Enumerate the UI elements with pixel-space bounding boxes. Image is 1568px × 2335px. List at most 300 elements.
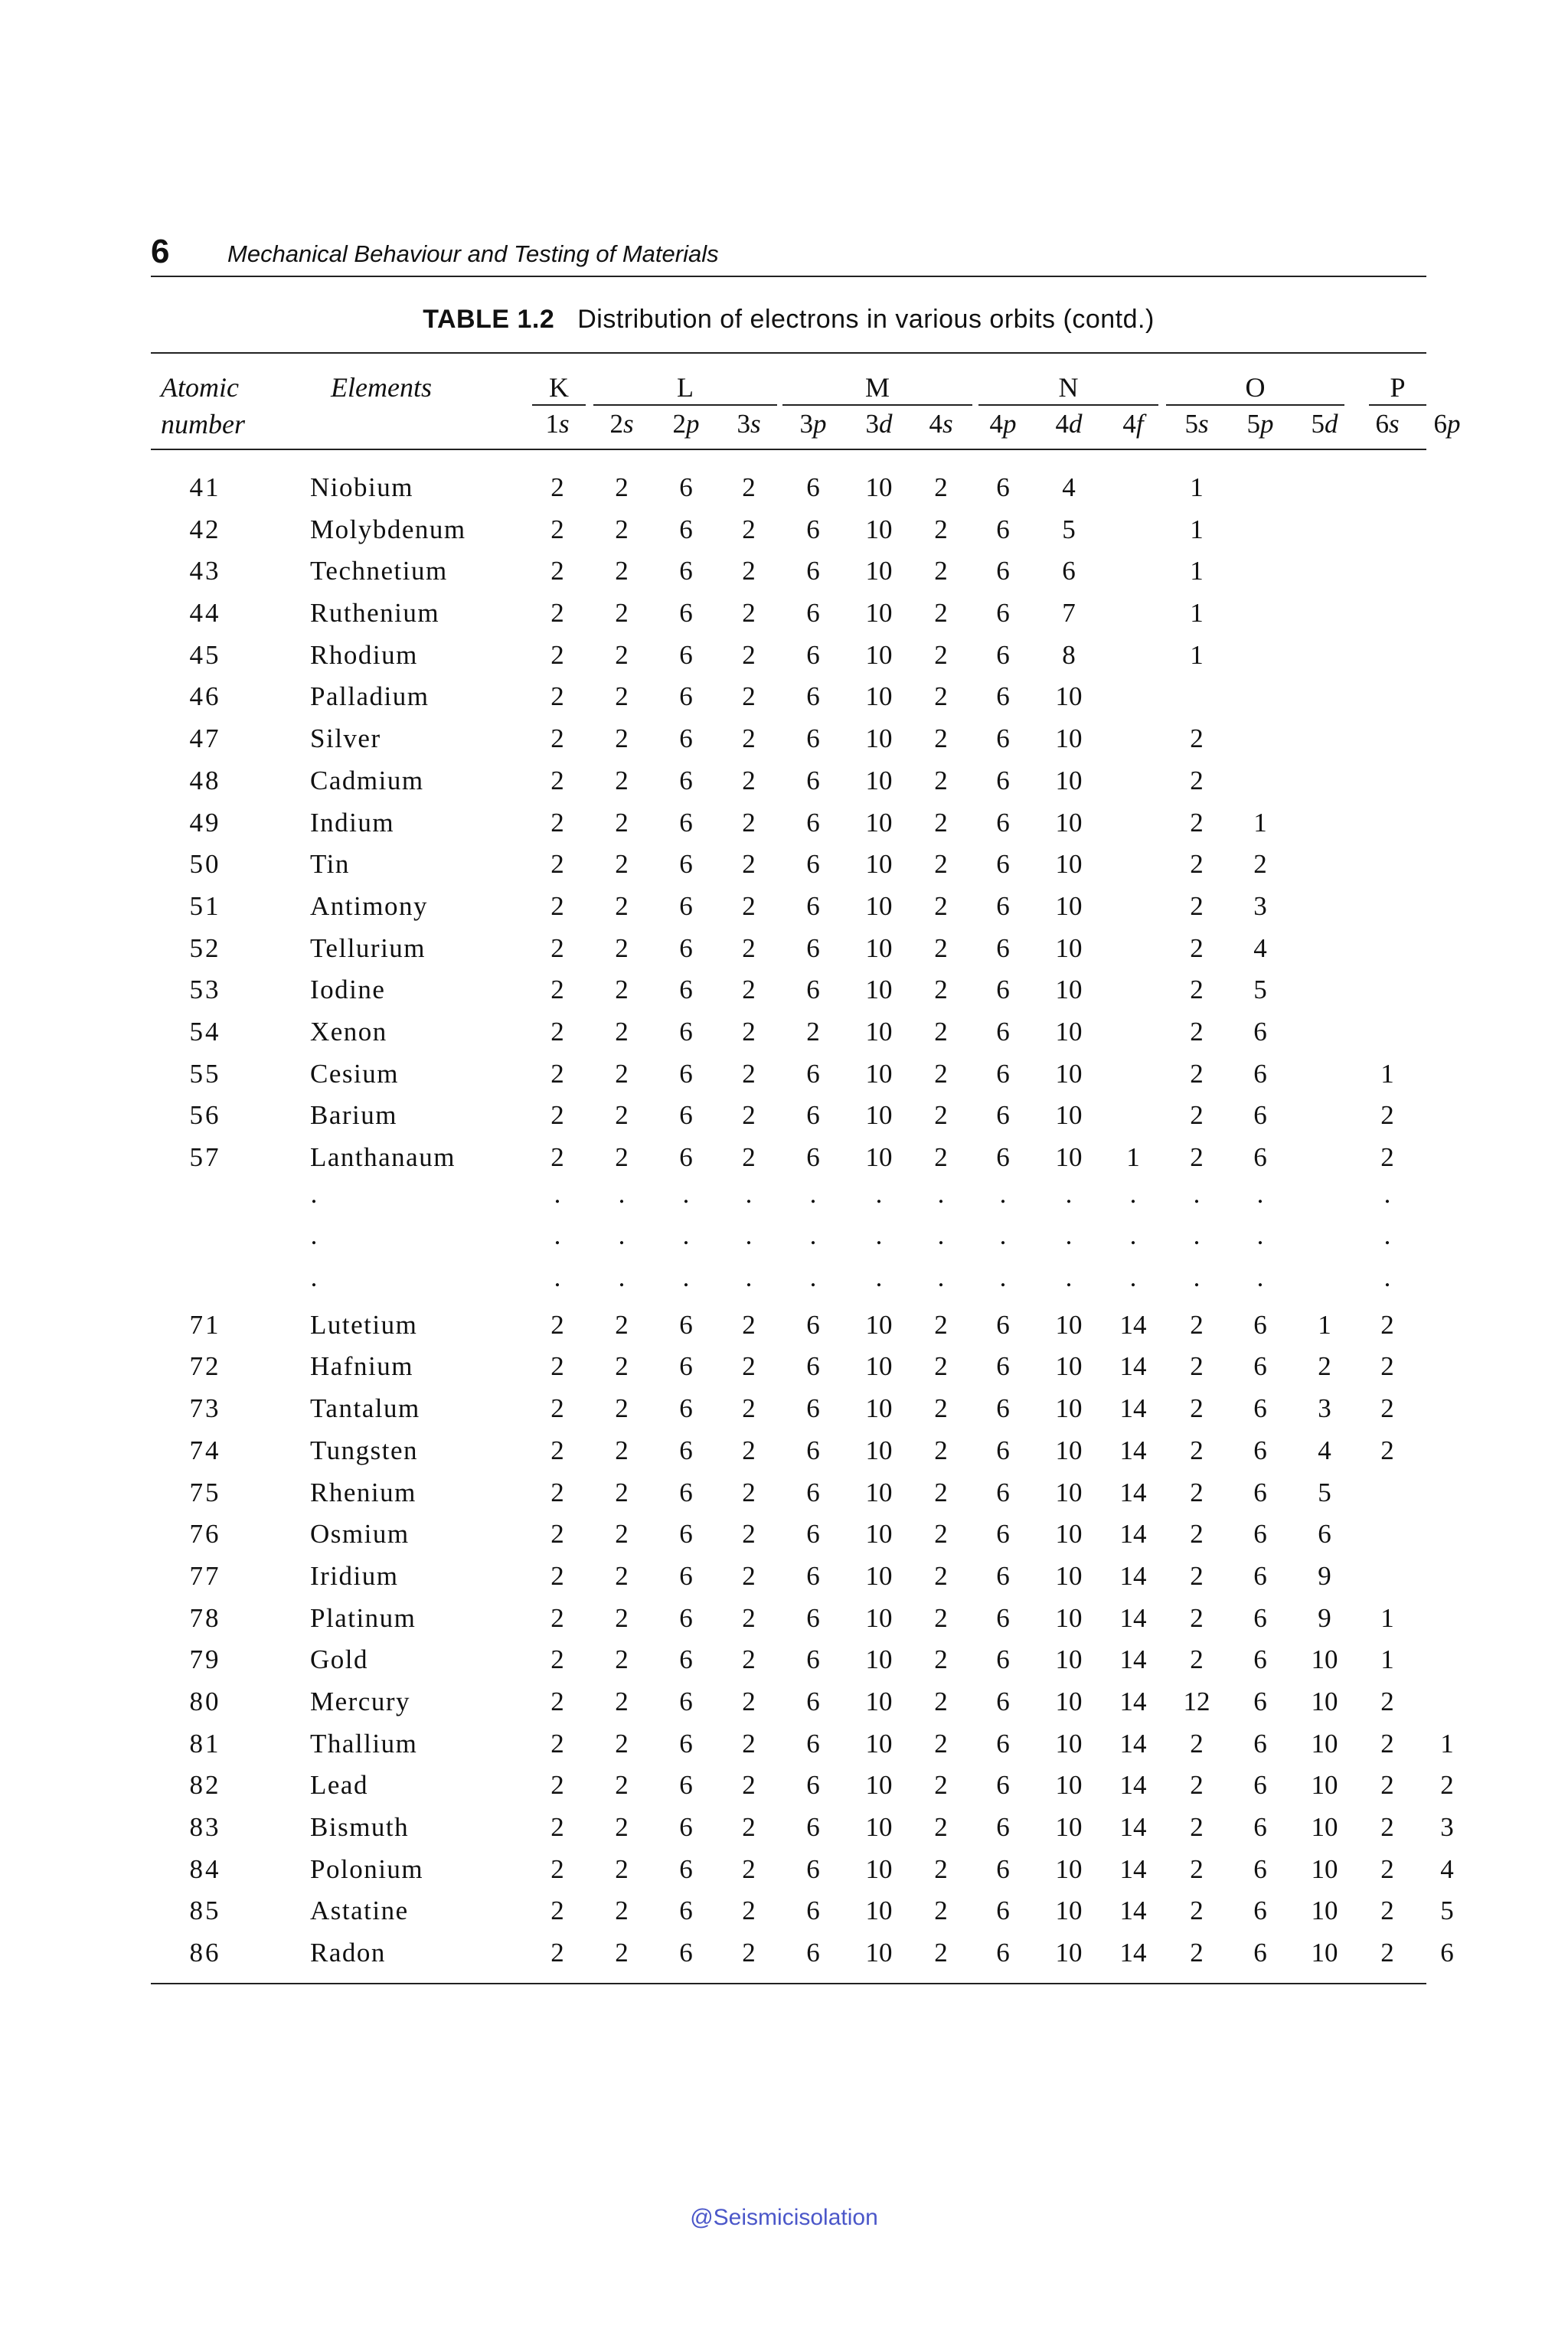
electron-count: 5 bbox=[1318, 1477, 1331, 1507]
electron-count: 10 bbox=[1055, 932, 1083, 963]
electron-count: 2 bbox=[550, 1058, 564, 1089]
electron-count: 6 bbox=[996, 598, 1010, 629]
electron-count: 2 bbox=[742, 890, 756, 921]
ellipsis-dot: . bbox=[1065, 1220, 1073, 1251]
electron-count: 6 bbox=[1253, 1309, 1267, 1340]
electron-count: 2 bbox=[934, 556, 948, 586]
subshell-header: 4f bbox=[1122, 409, 1144, 439]
element-name: Astatine bbox=[310, 1896, 409, 1926]
electron-count: 10 bbox=[1311, 1896, 1338, 1926]
electron-count: 6 bbox=[1253, 1100, 1267, 1131]
electron-count: 6 bbox=[1253, 1393, 1267, 1424]
electron-count: 14 bbox=[1119, 1896, 1147, 1926]
electron-count: 6 bbox=[679, 598, 693, 629]
atomic-number: 84 bbox=[189, 1853, 221, 1884]
atomic-number: 55 bbox=[189, 1058, 221, 1089]
table-top-rule bbox=[151, 352, 1426, 354]
electron-count: 6 bbox=[996, 1560, 1010, 1591]
electron-count: 6 bbox=[806, 1770, 820, 1801]
electron-count: 10 bbox=[1311, 1644, 1338, 1675]
electron-count: 2 bbox=[615, 472, 629, 502]
electron-count: 6 bbox=[1253, 1686, 1267, 1716]
subshell-header: 5p bbox=[1246, 409, 1274, 439]
electron-count: 2 bbox=[550, 1938, 564, 1968]
element-name: Cadmium bbox=[310, 765, 424, 795]
ellipsis-dot: . bbox=[1065, 1178, 1073, 1209]
electron-count: 2 bbox=[742, 1058, 756, 1089]
electron-count: 2 bbox=[550, 1351, 564, 1382]
electron-count: 2 bbox=[934, 1686, 948, 1716]
electron-count: 2 bbox=[934, 1016, 948, 1047]
electron-count: 6 bbox=[996, 932, 1010, 963]
electron-count: 2 bbox=[934, 1812, 948, 1842]
electron-count: 2 bbox=[1190, 1644, 1204, 1675]
electron-count: 2 bbox=[1190, 1519, 1204, 1550]
electron-count: 10 bbox=[1055, 681, 1083, 712]
ellipsis-dot: . bbox=[1129, 1178, 1137, 1209]
element-name: Tungsten bbox=[310, 1435, 419, 1465]
electron-count: 2 bbox=[615, 639, 629, 670]
element-name: Antimony bbox=[310, 890, 428, 921]
table-row bbox=[0, 1598, 1568, 1640]
electron-count: 2 bbox=[1380, 1100, 1394, 1131]
ellipsis-dot: . bbox=[1383, 1178, 1391, 1209]
ellipsis-dot: . bbox=[937, 1220, 945, 1251]
electron-count: 14 bbox=[1119, 1602, 1147, 1633]
electron-count: 2 bbox=[615, 1477, 629, 1507]
electron-count: 6 bbox=[996, 1853, 1010, 1884]
electron-count: 4 bbox=[1440, 1853, 1454, 1884]
electron-count: 2 bbox=[934, 1351, 948, 1382]
shell-l: L bbox=[593, 371, 777, 406]
table-row bbox=[0, 1053, 1568, 1096]
electron-count: 10 bbox=[865, 765, 893, 795]
atomic-header-line2: number bbox=[161, 409, 245, 439]
electron-count: 10 bbox=[1055, 1560, 1083, 1591]
element-name: Bismuth bbox=[310, 1812, 410, 1842]
electron-count: 10 bbox=[865, 807, 893, 838]
electron-count: 2 bbox=[1190, 975, 1204, 1005]
atomic-number: 74 bbox=[189, 1435, 221, 1465]
electron-count: 2 bbox=[934, 723, 948, 754]
electron-count: 6 bbox=[806, 1435, 820, 1465]
electron-count: 6 bbox=[996, 556, 1010, 586]
atomic-number: 46 bbox=[189, 681, 221, 712]
electron-count: 2 bbox=[615, 975, 629, 1005]
electron-count: 10 bbox=[865, 1853, 893, 1884]
electron-count: 10 bbox=[865, 1477, 893, 1507]
electron-count: 2 bbox=[742, 1770, 756, 1801]
table-row bbox=[0, 844, 1568, 886]
element-name: Tin bbox=[310, 849, 350, 880]
electron-count: 2 bbox=[1190, 1393, 1204, 1424]
electron-count: 10 bbox=[1055, 1728, 1083, 1759]
electron-count: 6 bbox=[679, 1309, 693, 1340]
electron-count: 10 bbox=[1055, 1853, 1083, 1884]
electron-count: 6 bbox=[679, 1938, 693, 1968]
subshell-header: 6s bbox=[1375, 409, 1400, 439]
subshell-header: 5s bbox=[1184, 409, 1209, 439]
electron-count: 2 bbox=[742, 849, 756, 880]
electron-count: 2 bbox=[615, 932, 629, 963]
electron-count: 9 bbox=[1318, 1560, 1331, 1591]
electron-count: 10 bbox=[865, 1770, 893, 1801]
table-row bbox=[0, 1639, 1568, 1681]
subshell-header: 3p bbox=[799, 409, 827, 439]
electron-count: 2 bbox=[934, 932, 948, 963]
electron-count: 6 bbox=[1253, 1016, 1267, 1047]
electron-count: 2 bbox=[1380, 1142, 1394, 1172]
electron-count: 2 bbox=[934, 514, 948, 544]
electron-count: 2 bbox=[1190, 1142, 1204, 1172]
atomic-number: 78 bbox=[189, 1602, 221, 1633]
subshell-header: 6p bbox=[1433, 409, 1461, 439]
element-name: Technetium bbox=[310, 556, 448, 586]
electron-count: 6 bbox=[679, 1896, 693, 1926]
ellipsis-dot: . bbox=[1256, 1220, 1264, 1251]
electron-count: 6 bbox=[1253, 1058, 1267, 1089]
electron-count: 6 bbox=[679, 1853, 693, 1884]
electron-count: 6 bbox=[1253, 1435, 1267, 1465]
electron-count: 2 bbox=[934, 1519, 948, 1550]
electron-count: 2 bbox=[934, 1142, 948, 1172]
subshell-header: 3d bbox=[865, 409, 893, 439]
electron-count: 2 bbox=[615, 1016, 629, 1047]
element-name: Hafnium bbox=[310, 1351, 413, 1382]
table-row bbox=[0, 1472, 1568, 1514]
electron-count: 10 bbox=[1055, 1309, 1083, 1340]
electron-count: 2 bbox=[1253, 849, 1267, 880]
ellipsis-dot: . bbox=[937, 1262, 945, 1293]
electron-count: 2 bbox=[1380, 1853, 1394, 1884]
electron-count: 2 bbox=[1190, 1560, 1204, 1591]
subshell-header: 4s bbox=[929, 409, 953, 439]
subshell-header: 4p bbox=[989, 409, 1017, 439]
electron-count: 6 bbox=[996, 472, 1010, 502]
electron-count: 10 bbox=[865, 1896, 893, 1926]
electron-count: 2 bbox=[1190, 1100, 1204, 1131]
electron-count: 2 bbox=[1380, 1938, 1394, 1968]
ellipsis-dot: . bbox=[1383, 1220, 1391, 1251]
electron-count: 10 bbox=[1055, 975, 1083, 1005]
table-row bbox=[0, 1765, 1568, 1807]
electron-count: 6 bbox=[679, 890, 693, 921]
table-row bbox=[0, 1723, 1568, 1765]
electron-count: 6 bbox=[1253, 1644, 1267, 1675]
atomic-number: 49 bbox=[189, 807, 221, 838]
electron-count: 2 bbox=[934, 807, 948, 838]
atomic-number: 73 bbox=[189, 1393, 221, 1424]
electron-count: 2 bbox=[742, 598, 756, 629]
electron-count: 10 bbox=[1311, 1686, 1338, 1716]
electron-count: 6 bbox=[1318, 1519, 1331, 1550]
electron-count: 6 bbox=[679, 1644, 693, 1675]
electron-count: 6 bbox=[806, 1142, 820, 1172]
electron-count: 2 bbox=[615, 1393, 629, 1424]
electron-count: 14 bbox=[1119, 1644, 1147, 1675]
electron-count: 2 bbox=[934, 1393, 948, 1424]
electron-count: 6 bbox=[996, 1770, 1010, 1801]
electron-count: 2 bbox=[742, 1435, 756, 1465]
electron-count: 2 bbox=[550, 1602, 564, 1633]
electron-count: 2 bbox=[550, 472, 564, 502]
table-row bbox=[0, 969, 1568, 1011]
electron-count: 2 bbox=[615, 1896, 629, 1926]
electron-count: 2 bbox=[550, 1560, 564, 1591]
ellipsis-dot: . bbox=[618, 1178, 626, 1209]
subshell-header: 5d bbox=[1311, 409, 1338, 439]
table-number: TABLE 1.2 bbox=[423, 305, 555, 334]
electron-count: 10 bbox=[865, 932, 893, 963]
table-body bbox=[0, 467, 1568, 1974]
atomic-header-line1: Atomic bbox=[161, 372, 239, 403]
electron-count: 2 bbox=[550, 1435, 564, 1465]
electron-count: 6 bbox=[806, 1728, 820, 1759]
electron-count: 6 bbox=[996, 1686, 1010, 1716]
element-name: Osmium bbox=[310, 1519, 410, 1550]
electron-count: 14 bbox=[1119, 1393, 1147, 1424]
electron-count: 6 bbox=[996, 681, 1010, 712]
electron-count: 10 bbox=[865, 598, 893, 629]
electron-count: 2 bbox=[550, 1728, 564, 1759]
electron-count: 6 bbox=[679, 472, 693, 502]
electron-count: 10 bbox=[1311, 1853, 1338, 1884]
atomic-number: 50 bbox=[189, 849, 221, 880]
electron-count: 2 bbox=[742, 807, 756, 838]
element-name: Tellurium bbox=[310, 932, 426, 963]
ellipsis-dot: . bbox=[682, 1262, 690, 1293]
electron-count: 10 bbox=[1055, 1896, 1083, 1926]
electron-count: 10 bbox=[1055, 765, 1083, 795]
ellipsis-dot: . bbox=[1129, 1262, 1137, 1293]
electron-count: 10 bbox=[1311, 1770, 1338, 1801]
electron-count: 10 bbox=[865, 1602, 893, 1633]
electron-count: 2 bbox=[742, 765, 756, 795]
electron-count: 6 bbox=[996, 1644, 1010, 1675]
electron-count: 10 bbox=[865, 1309, 893, 1340]
electron-count: 10 bbox=[1055, 1938, 1083, 1968]
atomic-number: 72 bbox=[189, 1351, 221, 1382]
electron-count: 1 bbox=[1190, 598, 1204, 629]
electron-count: 7 bbox=[1062, 598, 1076, 629]
electron-count: 2 bbox=[934, 472, 948, 502]
atomic-number: 81 bbox=[189, 1728, 221, 1759]
electron-count: 6 bbox=[806, 975, 820, 1005]
electron-count: 2 bbox=[550, 1896, 564, 1926]
electron-count: 6 bbox=[806, 1644, 820, 1675]
electron-count: 2 bbox=[1190, 807, 1204, 838]
electron-count: 10 bbox=[865, 1686, 893, 1716]
table-row bbox=[0, 928, 1568, 970]
electron-count: 6 bbox=[806, 1351, 820, 1382]
electron-count: 2 bbox=[615, 1351, 629, 1382]
electron-count: 6 bbox=[679, 1602, 693, 1633]
electron-count: 1 bbox=[1190, 639, 1204, 670]
electron-count: 14 bbox=[1119, 1853, 1147, 1884]
electron-count: 10 bbox=[1055, 1770, 1083, 1801]
electron-count: 2 bbox=[742, 1477, 756, 1507]
electron-count: 2 bbox=[615, 1435, 629, 1465]
electron-count: 6 bbox=[679, 932, 693, 963]
elements-header: Elements bbox=[331, 372, 432, 403]
electron-count: 2 bbox=[742, 1393, 756, 1424]
electron-count: 2 bbox=[1440, 1770, 1454, 1801]
electron-count: 2 bbox=[550, 849, 564, 880]
electron-count: 2 bbox=[934, 890, 948, 921]
electron-count: 6 bbox=[806, 1100, 820, 1131]
electron-count: 14 bbox=[1119, 1686, 1147, 1716]
electron-count: 2 bbox=[1380, 1812, 1394, 1842]
shell-p: P bbox=[1369, 371, 1426, 406]
electron-count: 6 bbox=[806, 1477, 820, 1507]
atomic-number: 47 bbox=[189, 723, 221, 754]
ellipsis-dot: . bbox=[310, 1178, 318, 1209]
electron-count: 2 bbox=[615, 1686, 629, 1716]
electron-count: 14 bbox=[1119, 1309, 1147, 1340]
electron-count: 6 bbox=[679, 1142, 693, 1172]
ellipsis-dot: . bbox=[554, 1220, 561, 1251]
electron-count: 6 bbox=[996, 1812, 1010, 1842]
table-bottom-rule bbox=[151, 1983, 1426, 1984]
electron-count: 10 bbox=[1055, 1812, 1083, 1842]
ellipsis-dot: . bbox=[1383, 1262, 1391, 1293]
ellipsis-dot: . bbox=[937, 1178, 945, 1209]
electron-count: 1 bbox=[1380, 1644, 1394, 1675]
electron-count: 6 bbox=[679, 1560, 693, 1591]
ellipsis-dot: . bbox=[618, 1220, 626, 1251]
electron-count: 2 bbox=[1190, 1896, 1204, 1926]
element-name: Molybdenum bbox=[310, 514, 466, 544]
table-header-rule bbox=[151, 449, 1426, 450]
electron-count: 6 bbox=[806, 472, 820, 502]
electron-count: 10 bbox=[1055, 849, 1083, 880]
electron-count: 6 bbox=[679, 514, 693, 544]
electron-count: 2 bbox=[934, 1728, 948, 1759]
electron-count: 10 bbox=[1055, 1435, 1083, 1465]
electron-count: 6 bbox=[806, 681, 820, 712]
electron-count: 2 bbox=[615, 849, 629, 880]
electron-count: 2 bbox=[550, 1142, 564, 1172]
electron-count: 2 bbox=[1190, 1770, 1204, 1801]
electron-count: 2 bbox=[1380, 1309, 1394, 1340]
ellipsis-dot: . bbox=[618, 1262, 626, 1293]
table-row bbox=[0, 509, 1568, 551]
atomic-number: 45 bbox=[189, 639, 221, 670]
electron-count: 2 bbox=[550, 514, 564, 544]
electron-count: 10 bbox=[1055, 1016, 1083, 1047]
electron-count: 6 bbox=[996, 1351, 1010, 1382]
electron-count: 1 bbox=[1318, 1309, 1331, 1340]
table-row bbox=[0, 802, 1568, 844]
electron-count: 2 bbox=[934, 1644, 948, 1675]
element-name: Tantalum bbox=[310, 1393, 420, 1424]
electron-count: 2 bbox=[615, 723, 629, 754]
electron-count: 2 bbox=[550, 598, 564, 629]
electron-count: 10 bbox=[1055, 1351, 1083, 1382]
ellipsis-dot: . bbox=[809, 1178, 817, 1209]
ellipsis-dot: . bbox=[1065, 1262, 1073, 1293]
page-header bbox=[151, 228, 1426, 277]
atomic-number: 44 bbox=[189, 598, 221, 629]
ellipsis-dot: . bbox=[745, 1220, 753, 1251]
electron-count: 10 bbox=[1311, 1812, 1338, 1842]
ellipsis-dot: . bbox=[745, 1262, 753, 1293]
electron-count: 14 bbox=[1119, 1435, 1147, 1465]
electron-count: 10 bbox=[865, 1644, 893, 1675]
table-row bbox=[0, 467, 1568, 509]
electron-count: 10 bbox=[1055, 1519, 1083, 1550]
electron-count: 10 bbox=[865, 1058, 893, 1089]
shell-m: M bbox=[782, 371, 972, 406]
electron-count: 2 bbox=[550, 1100, 564, 1131]
electron-count: 6 bbox=[806, 765, 820, 795]
electron-count: 6 bbox=[1253, 1477, 1267, 1507]
electron-count: 10 bbox=[1055, 890, 1083, 921]
electron-count: 2 bbox=[934, 975, 948, 1005]
electron-count: 1 bbox=[1190, 556, 1204, 586]
table-row bbox=[0, 1346, 1568, 1388]
table-row bbox=[0, 886, 1568, 928]
electron-count: 10 bbox=[1055, 1100, 1083, 1131]
electron-count: 6 bbox=[806, 1519, 820, 1550]
table-row bbox=[0, 1807, 1568, 1849]
electron-count: 2 bbox=[1380, 1351, 1394, 1382]
atomic-number: 53 bbox=[189, 975, 221, 1005]
electron-count: 10 bbox=[865, 1351, 893, 1382]
table-row bbox=[0, 593, 1568, 635]
element-name: Iodine bbox=[310, 975, 386, 1005]
electron-count: 6 bbox=[679, 1393, 693, 1424]
electron-count: 2 bbox=[934, 1770, 948, 1801]
electron-count: 10 bbox=[1055, 1393, 1083, 1424]
electron-count: 6 bbox=[806, 890, 820, 921]
electron-count: 2 bbox=[615, 556, 629, 586]
atomic-number: 75 bbox=[189, 1477, 221, 1507]
electron-count: 2 bbox=[934, 849, 948, 880]
electron-count: 2 bbox=[615, 890, 629, 921]
electron-count: 10 bbox=[1055, 1142, 1083, 1172]
electron-count: 2 bbox=[1190, 1728, 1204, 1759]
electron-count: 2 bbox=[615, 1142, 629, 1172]
electron-count: 10 bbox=[865, 1560, 893, 1591]
electron-count: 10 bbox=[865, 514, 893, 544]
electron-count: 2 bbox=[615, 1560, 629, 1591]
electron-count: 6 bbox=[679, 1728, 693, 1759]
electron-count: 6 bbox=[679, 1016, 693, 1047]
subshell-header: 3s bbox=[737, 409, 761, 439]
electron-count: 6 bbox=[996, 1938, 1010, 1968]
electron-count: 2 bbox=[550, 681, 564, 712]
element-name: Rhenium bbox=[310, 1477, 416, 1507]
table-row bbox=[0, 1514, 1568, 1556]
subshell-header: 2s bbox=[609, 409, 634, 439]
electron-count: 2 bbox=[742, 1644, 756, 1675]
electron-count: 6 bbox=[996, 723, 1010, 754]
electron-count: 2 bbox=[615, 1644, 629, 1675]
atomic-number: 43 bbox=[189, 556, 221, 586]
electron-count: 2 bbox=[1380, 1896, 1394, 1926]
ellipsis-dot: . bbox=[682, 1220, 690, 1251]
electron-count: 6 bbox=[996, 639, 1010, 670]
ellipsis-dot: . bbox=[1256, 1262, 1264, 1293]
element-name: Radon bbox=[310, 1938, 386, 1968]
electron-count: 8 bbox=[1062, 639, 1076, 670]
table-row bbox=[0, 1556, 1568, 1598]
electron-count: 6 bbox=[806, 556, 820, 586]
table-row bbox=[0, 550, 1568, 593]
subshell-header: 2p bbox=[672, 409, 700, 439]
electron-count: 6 bbox=[806, 849, 820, 880]
